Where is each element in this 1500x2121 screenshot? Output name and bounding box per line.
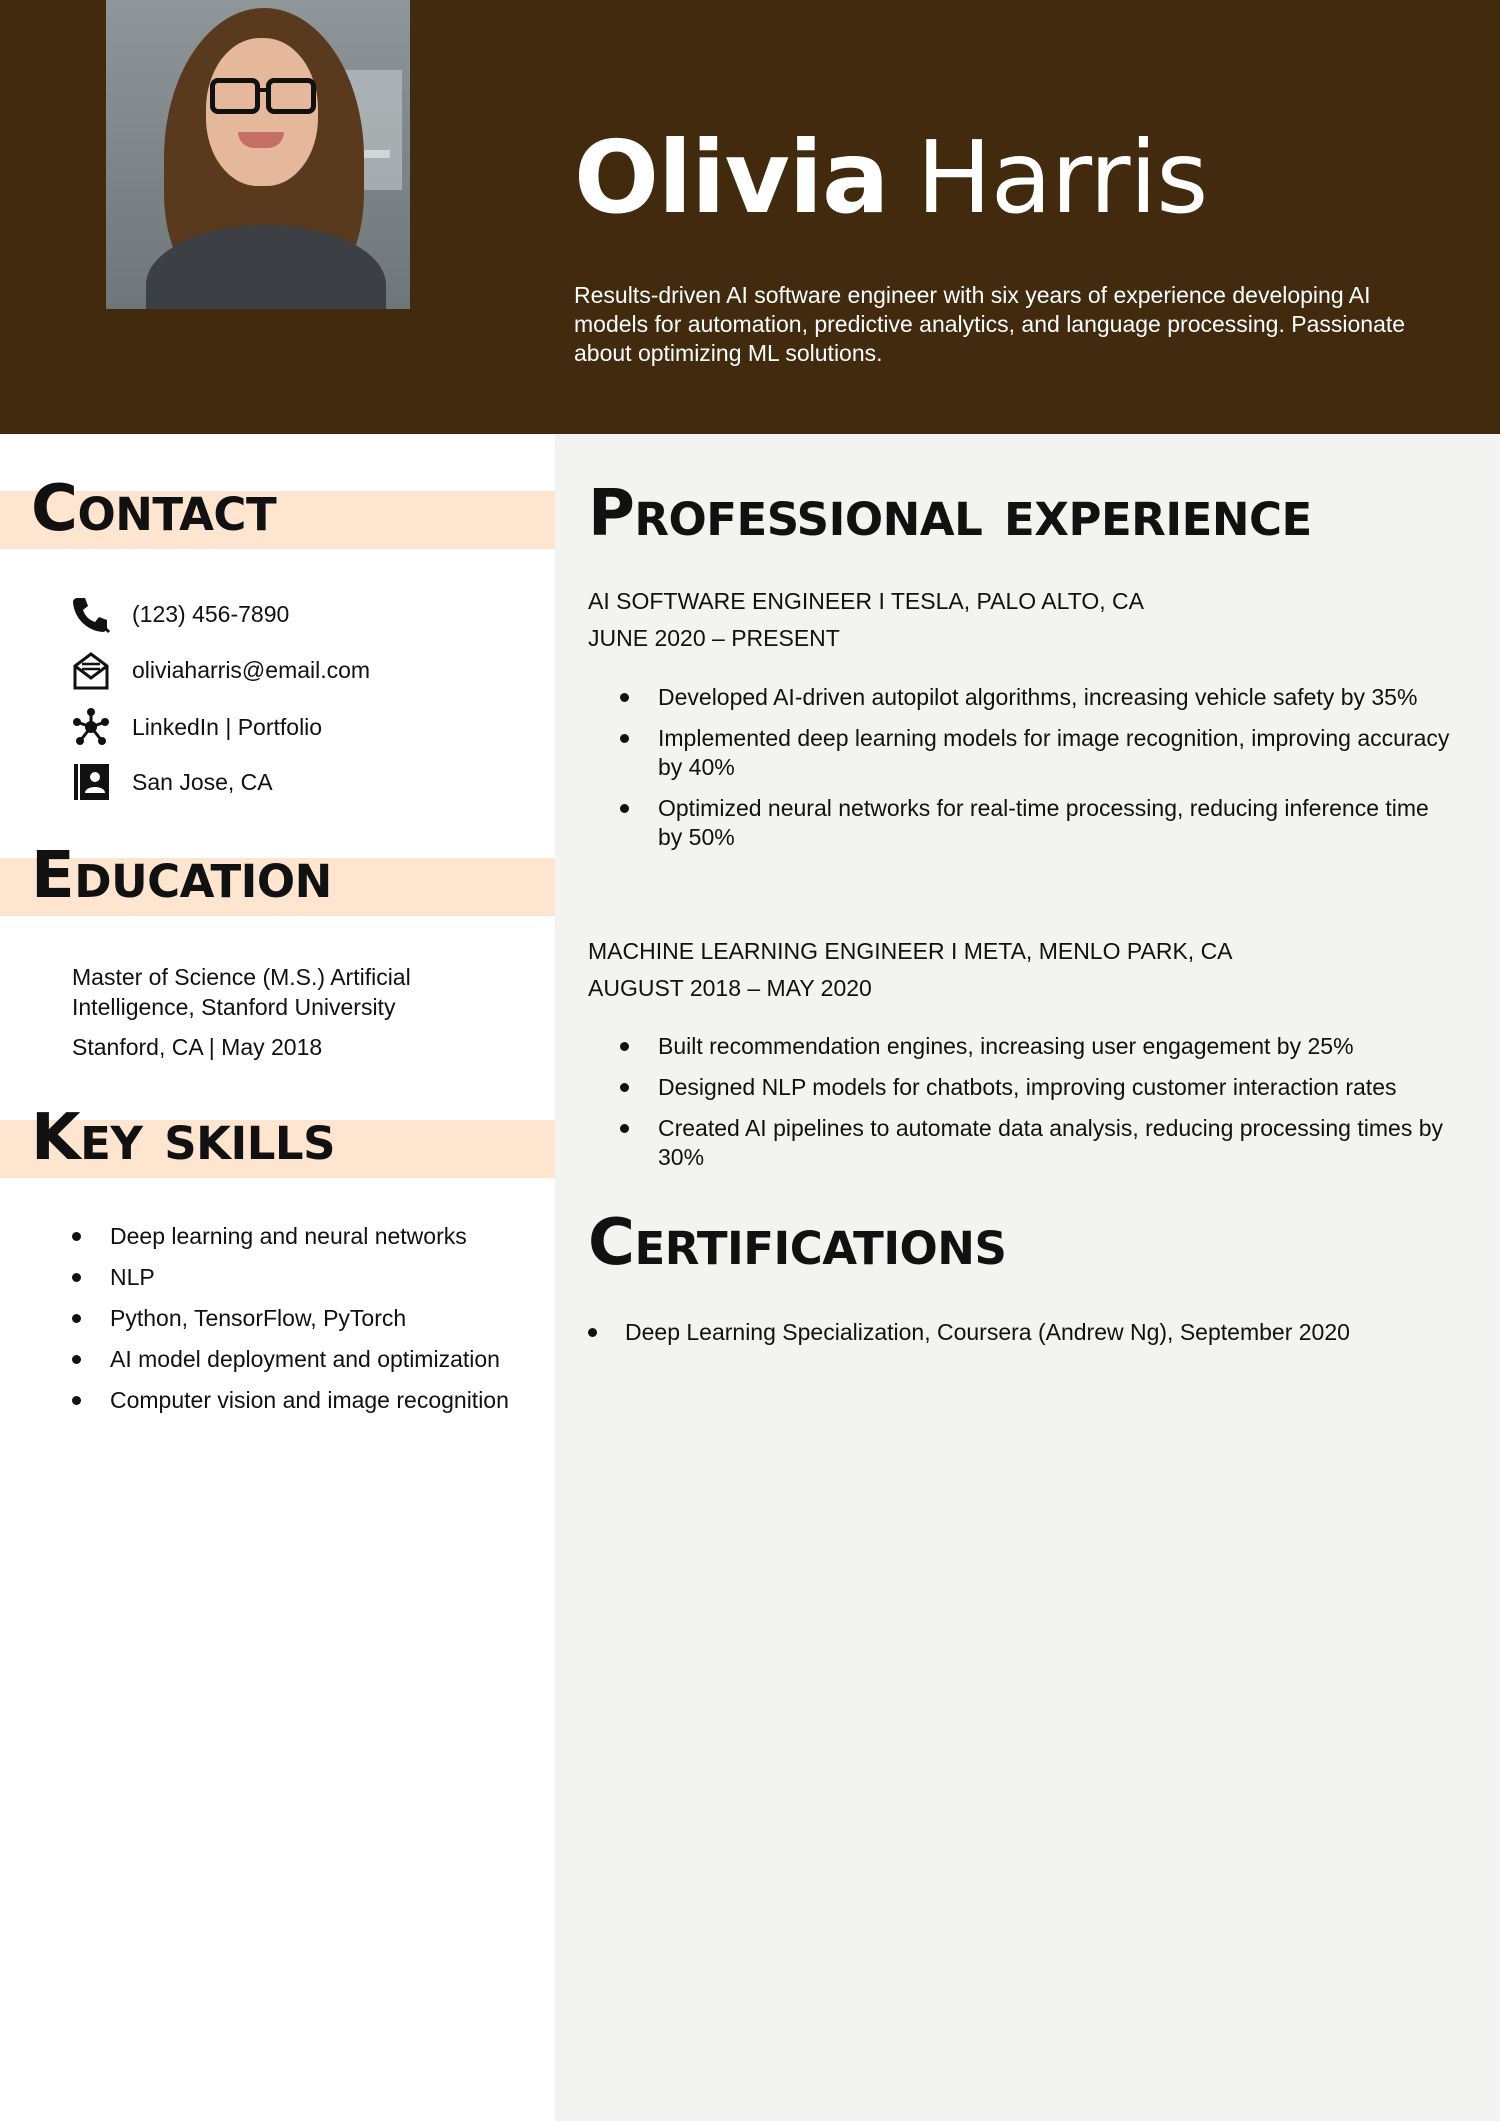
list-item: AI model deployment and optimization bbox=[72, 1345, 512, 1374]
job-bullets bbox=[620, 683, 1450, 864]
list-item: Implemented deep learning models for image recognition, improving accuracy by 40% bbox=[620, 724, 1450, 782]
job-dates: JUNE 2020 – PRESENT bbox=[588, 625, 840, 651]
list-item: Developed AI-driven autopilot algorithms, increasing vehicle safety by 35% bbox=[620, 683, 1450, 712]
job-dates: AUGUST 2018 – MAY 2020 bbox=[588, 975, 872, 1001]
list-item: Python, TensorFlow, PyTorch bbox=[72, 1304, 512, 1333]
contact-email bbox=[70, 650, 370, 690]
last-name: Harris bbox=[916, 119, 1208, 236]
envelope-icon bbox=[70, 650, 112, 690]
list-item: NLP bbox=[72, 1263, 512, 1292]
contact-links bbox=[70, 707, 322, 747]
phone-icon bbox=[70, 594, 112, 634]
job-bullets bbox=[620, 1032, 1450, 1184]
network-icon bbox=[70, 707, 112, 747]
profile-summary: Results-driven AI software engineer with six years of experience developing AI models for automation, predictive analytics, and language processing. Passionate about optimizing ML solutions. bbox=[574, 282, 1406, 366]
contact-text: (123) 456-7890 bbox=[132, 600, 290, 627]
profile-photo bbox=[106, 0, 410, 309]
contact-location bbox=[70, 762, 273, 802]
candidate-name bbox=[574, 119, 1208, 236]
experience-heading: Professional experience bbox=[588, 477, 1312, 551]
list-item: Optimized neural networks for real-time processing, reducing inference time by 50% bbox=[620, 794, 1450, 852]
first-name: Olivia bbox=[574, 119, 889, 236]
job-title: AI SOFTWARE ENGINEER I TESLA, PALO ALTO, CA bbox=[588, 588, 1144, 614]
list-item: Deep learning and neural networks bbox=[72, 1222, 512, 1251]
certifications-heading: Certifications bbox=[588, 1206, 1007, 1280]
contact-text: San Jose, CA bbox=[132, 768, 273, 795]
job-title: MACHINE LEARNING ENGINEER I META, MENLO PARK, CA bbox=[588, 938, 1233, 964]
certifications-list bbox=[588, 1318, 1448, 1347]
contact-phone bbox=[70, 594, 289, 634]
list-item: Deep Learning Specialization, Coursera (Andrew Ng), September 2020 bbox=[588, 1318, 1448, 1347]
skills-heading: Key skills bbox=[31, 1101, 335, 1175]
contact-text: LinkedIn | Portfolio bbox=[132, 713, 323, 740]
education-heading: Education bbox=[31, 839, 332, 913]
list-item: Designed NLP models for chatbots, improving customer interaction rates bbox=[620, 1073, 1450, 1102]
list-item: Built recommendation engines, increasing user engagement by 25% bbox=[620, 1032, 1450, 1061]
header-banner bbox=[0, 0, 1500, 434]
contact-text: oliviaharris@email.com bbox=[132, 656, 371, 683]
education-details: Stanford, CA | May 2018 bbox=[72, 1034, 323, 1060]
list-item: Computer vision and image recognition bbox=[72, 1386, 512, 1415]
list-item: Created AI pipelines to automate data analysis, reducing processing times by 30% bbox=[620, 1114, 1450, 1172]
skills-list bbox=[72, 1222, 512, 1427]
education-degree: Master of Science (M.S.) Artificial Intelligence, Stanford University bbox=[72, 964, 411, 1020]
contact-heading: Contact bbox=[31, 472, 277, 546]
contact-card-icon bbox=[70, 762, 112, 802]
